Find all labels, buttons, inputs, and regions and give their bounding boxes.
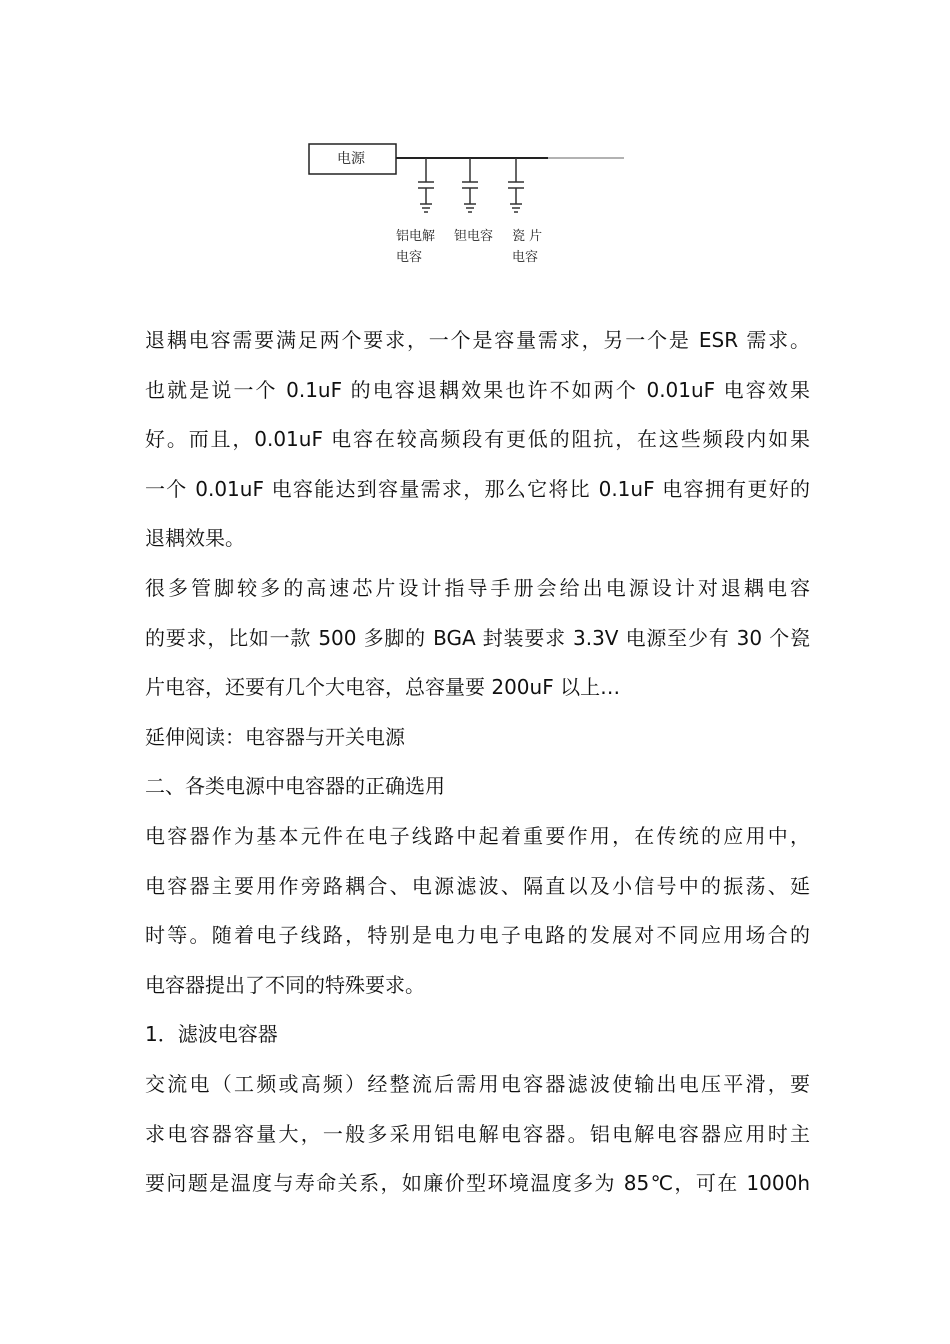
circuit-schematic [0, 0, 950, 300]
power-source-label: 电源 [337, 151, 365, 167]
capacitor-label-1-line1: 铝电解 [396, 229, 436, 244]
text-line: 好。而且，0.01uF 电容在较高频段有更低的阻抗，在这些频段内如果 [145, 427, 810, 452]
text-line: 电容器作为基本元件在电子线路中起着重要作用，在传统的应用中， [145, 823, 810, 848]
text-line: 一个 0.01uF 电容能达到容量需求，那么它将比 0.1uF 电容拥有更好的 [145, 476, 810, 501]
text-line: 也就是说一个 0.1uF 的电容退耦效果也许不如两个 0.01uF 电容效果 [145, 377, 810, 402]
capacitor-label-1 [396, 226, 435, 268]
capacitor-symbol-1 [418, 158, 434, 212]
text-line: 要问题是温度与寿命关系，如廉价型环境温度多为 85℃，可在 1000h [145, 1171, 810, 1196]
text-line: 时等。随着电子线路，特别是电力电子电路的发展对不同应用场合的 [145, 923, 810, 948]
capacitor-symbol-2 [462, 158, 478, 212]
text-line: 退耦效果。 [145, 526, 245, 551]
text-line: 电容器主要用作旁路耦合、电源滤波、隔直以及小信号中的振荡、延 [145, 873, 810, 898]
capacitor-symbol-3 [508, 158, 524, 212]
capacitor-label-2 [454, 226, 493, 247]
section-heading: 二、各类电源中电容器的正确选用 [145, 774, 445, 799]
subsection-heading: 1．滤波电容器 [145, 1022, 278, 1047]
text-line: 退耦电容需要满足两个要求，一个是容量需求，另一个是 ESR 需求。 [145, 328, 810, 352]
capacitor-label-1-line2: 电容 [396, 250, 423, 265]
capacitor-label-3-line2: 电容 [512, 250, 539, 265]
text-line: 很多管脚较多的高速芯片设计指导手册会给出电源设计对退耦电容 [145, 575, 810, 600]
capacitor-label-3 [512, 226, 542, 268]
text-line: 交流电（工频或高频）经整流后需用电容器滤波使输出电压平滑，要 [145, 1071, 810, 1096]
text-line: 的要求，比如一款 500 多脚的 BGA 封装要求 3.3V 电源至少有 30 个瓷 [145, 625, 810, 650]
text-line: 延伸阅读：电容器与开关电源 [145, 724, 405, 749]
text-line: 电容器提出了不同的特殊要求。 [145, 972, 425, 997]
document-body [145, 316, 810, 1209]
capacitor-label-3-line1: 瓷 片 [512, 229, 543, 244]
capacitor-label-2-line1: 钽电容 [454, 229, 494, 244]
text-line: 求电容器容量大，一般多采用铝电解电容器。铝电解电容器应用时主 [145, 1121, 810, 1146]
decoupling-capacitor-diagram [0, 0, 950, 300]
text-line: 片电容，还要有几个大电容，总容量要 200uF 以上… [145, 675, 621, 700]
